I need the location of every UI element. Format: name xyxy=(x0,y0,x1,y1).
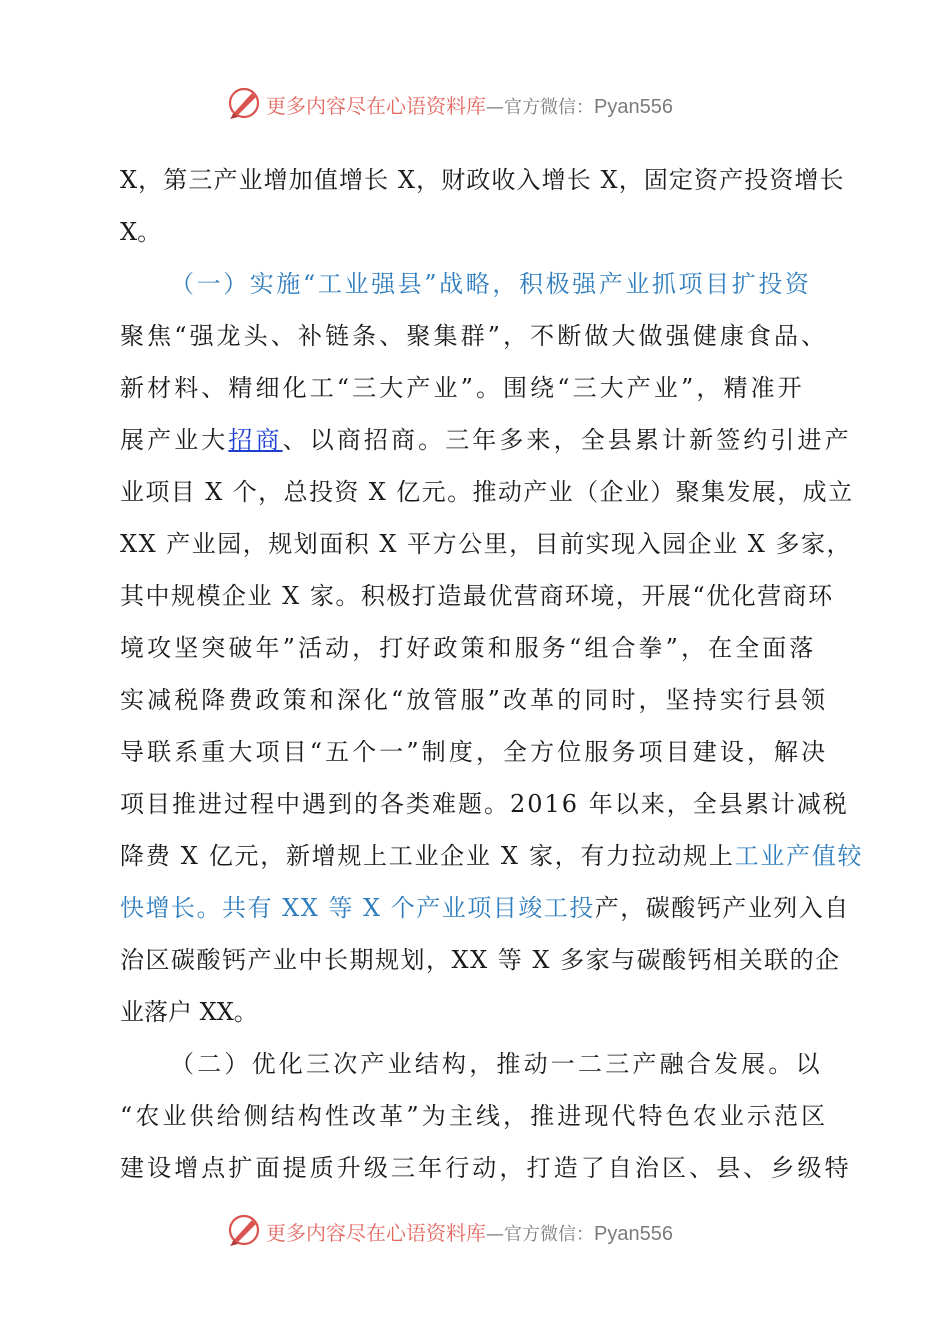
text-line xyxy=(120,1150,852,1186)
text-run: 业落户 XX。 xyxy=(120,998,258,1026)
banner-wechat-id: Pyan556 xyxy=(594,1223,673,1245)
text-run: “农业供给侧结构性改革”为主线，推进现代特色农业示范区 xyxy=(120,1102,829,1130)
text-run: 产，碳酸钙产业列入自 xyxy=(594,894,850,922)
text-line xyxy=(120,682,828,718)
text-line xyxy=(120,578,834,614)
text-line xyxy=(120,162,845,198)
pen-logo-icon xyxy=(226,85,262,121)
banner-wechat-id: Pyan556 xyxy=(594,96,673,118)
banner-site-name: 更多内容尽在心语资料库 xyxy=(266,94,486,118)
footer-banner xyxy=(0,1210,950,1250)
text-line xyxy=(120,942,841,978)
pen-logo-icon xyxy=(226,1212,262,1248)
banner-site-name: 更多内容尽在心语资料库 xyxy=(266,1221,486,1245)
heading-text: （一）实施“工业强县”战略，积极强产业抓项目扩投资 xyxy=(170,270,812,298)
text-line xyxy=(120,838,863,874)
text-line xyxy=(120,1098,828,1134)
text-run: 境攻坚突破年”活动，打好政策和服务“组合拳”，在全面落 xyxy=(120,634,817,662)
heading-text: （二）优化三次产业结构，推动一二三产融合发展。以 xyxy=(170,1050,823,1078)
text-line xyxy=(120,370,805,406)
text-run: 治区碳酸钙产业中长期规划，XX 等 X 多家与碳酸钙相关联的企 xyxy=(120,946,841,974)
text-run: 其中规模企业 X 家。积极打造最优营商环境，开展“优化营商环 xyxy=(120,582,834,610)
banner-text xyxy=(266,1217,673,1246)
text-run: 展产业大 xyxy=(120,426,229,454)
section-heading-2 xyxy=(170,1046,823,1082)
text-line xyxy=(120,474,854,510)
text-line xyxy=(120,214,161,250)
banner-wechat-label: —官方微信： xyxy=(486,1224,594,1245)
text-run: X，第三产业增加值增长 X，财政收入增长 X，固定资产投资增长 xyxy=(120,166,845,194)
text-run: X。 xyxy=(120,218,162,246)
text-line xyxy=(120,630,817,666)
text-line xyxy=(120,890,850,926)
text-line xyxy=(120,734,828,770)
text-line xyxy=(120,318,828,354)
text-line xyxy=(120,994,258,1030)
section-heading-1 xyxy=(170,266,812,302)
text-run: 实减税降费政策和深化“放管服”改革的同时，坚持实行县领 xyxy=(120,686,829,714)
highlighted-text: 工业产值较 xyxy=(734,842,864,870)
text-run: 、以商招商。三年多来，全县累计新签约引进产 xyxy=(282,426,852,454)
text-line xyxy=(120,422,852,458)
highlighted-text: 快增长。共有 XX 等 X 个产业项目竣工投 xyxy=(120,894,595,922)
banner-text xyxy=(266,90,673,119)
text-run: 导联系重大项目“五个一”制度，全方位服务项目建设，解决 xyxy=(120,738,829,766)
text-line xyxy=(120,786,849,822)
banner-wechat-label: —官方微信： xyxy=(486,97,594,118)
zhaoshang-link[interactable]: 招商 xyxy=(228,426,283,454)
text-run: 降费 X 亿元，新增规上工业企业 X 家，有力拉动规上 xyxy=(120,842,735,870)
text-run: XX 产业园，规划面积 X 平方公里，目前实现入园企业 X 多家， xyxy=(120,530,852,558)
header-banner xyxy=(0,83,950,123)
text-line xyxy=(120,526,852,562)
text-run: 聚焦“强龙头、补链条、聚集群”，不断做大做强健康食品、 xyxy=(120,322,829,350)
text-run: 新材料、精细化工“三大产业”。围绕“三大产业”，精准开 xyxy=(120,374,805,402)
text-run: 业项目 X 个，总投资 X 亿元。推动产业（企业）聚集发展，成立 xyxy=(120,478,854,506)
text-run: 建设增点扩面提质升级三年行动，打造了自治区、县、乡级特 xyxy=(120,1154,852,1182)
text-run: 项目推进过程中遇到的各类难题。2016 年以来，全县累计减税 xyxy=(120,790,849,818)
